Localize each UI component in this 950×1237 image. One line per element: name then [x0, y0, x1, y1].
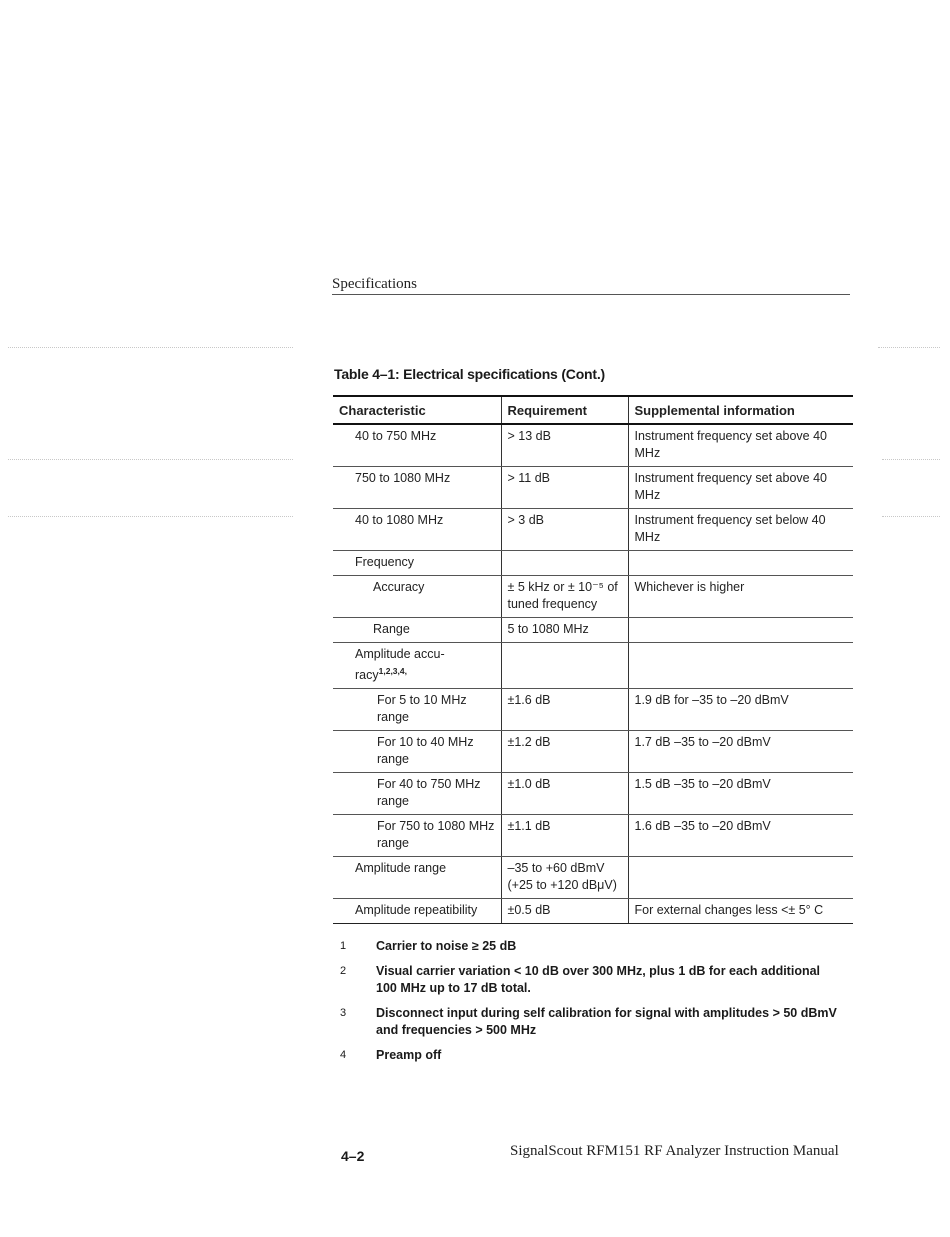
footnote-number: 1 [340, 940, 347, 952]
table-row [333, 643, 853, 689]
cell-characteristic [333, 899, 501, 924]
footnote-reference: 1,2,3,4, [378, 666, 407, 676]
table-row [333, 731, 853, 773]
footnote-number: 2 [340, 965, 347, 977]
cell-requirement: ± 5 kHz or ± 10⁻⁵ of tuned frequency [501, 576, 628, 618]
cell-supplemental [628, 857, 853, 899]
margin-guide [8, 459, 293, 460]
cell-characteristic [333, 643, 501, 689]
characteristic-text: Range [373, 622, 410, 636]
cell-requirement: ±1.2 dB [501, 731, 628, 773]
column-header-supplemental: Supplemental information [628, 396, 853, 424]
cell-requirement: > 3 dB [501, 509, 628, 551]
table-body [333, 424, 853, 924]
characteristic-text: 40 to 1080 MHz [355, 513, 444, 527]
cell-supplemental [628, 643, 853, 689]
table-row [333, 689, 853, 731]
characteristic-text: Amplitude range [355, 861, 447, 876]
footnote-text: Visual carrier variation < 10 dB over 300 MHz, plus 1 dB for each additional 100 MHz up to 17 dB total. [376, 964, 821, 995]
characteristic-text: For 5 to 10 MHz range [377, 693, 467, 725]
footnote-number: 4 [340, 1049, 347, 1061]
characteristic-text: For 40 to 750 MHz range [377, 777, 481, 809]
footnote [340, 1005, 840, 1039]
cell-supplemental: 1.7 dB –35 to –20 dBmV [628, 731, 853, 773]
cell-supplemental: Instrument frequency set above 40 MHz [628, 424, 853, 467]
table-row [333, 467, 853, 509]
cell-characteristic [333, 815, 501, 857]
margin-guide [8, 516, 293, 517]
margin-guide [878, 347, 940, 348]
cell-requirement: –35 to +60 dBmV (+25 to +120 dBμV) [501, 857, 628, 899]
footnote-text: Preamp off [376, 1048, 442, 1062]
cell-characteristic [333, 618, 501, 643]
cell-requirement [501, 551, 628, 576]
characteristic-text: 40 to 750 MHz [355, 429, 437, 443]
cell-requirement: 5 to 1080 MHz [501, 618, 628, 643]
cell-requirement: ±1.6 dB [501, 689, 628, 731]
cell-supplemental: 1.6 dB –35 to –20 dBmV [628, 815, 853, 857]
characteristic-text: Accuracy [373, 580, 425, 594]
column-header-characteristic: Characteristic [333, 396, 501, 424]
footnote [340, 963, 840, 997]
page-number: 4–2 [341, 1148, 365, 1164]
cell-supplemental [628, 551, 853, 576]
cell-characteristic [333, 689, 501, 731]
cell-supplemental: Instrument frequency set below 40 MHz [628, 509, 853, 551]
cell-supplemental: 1.9 dB for –35 to –20 dBmV [628, 689, 853, 731]
margin-guide [8, 347, 293, 348]
cell-supplemental: Instrument frequency set above 40 MHz [628, 467, 853, 509]
margin-guide [882, 459, 940, 460]
table-row [333, 899, 853, 924]
section-header: Specifications [332, 276, 417, 292]
table-caption: Table 4–1: Electrical specifications (Cont.) [334, 366, 606, 382]
cell-supplemental [628, 618, 853, 643]
cell-characteristic [333, 467, 501, 509]
table-row [333, 857, 853, 899]
table-row [333, 509, 853, 551]
table-row [333, 773, 853, 815]
table-row [333, 618, 853, 643]
column-header-requirement: Requirement [501, 396, 628, 424]
manual-title: SignalScout RFM151 RF Analyzer Instruction Manual [510, 1143, 839, 1159]
table-row [333, 815, 853, 857]
characteristic-text: For 10 to 40 MHz range [377, 735, 474, 767]
cell-requirement: ±1.0 dB [501, 773, 628, 815]
cell-characteristic [333, 509, 501, 551]
specifications-table [333, 395, 853, 924]
footnote [340, 938, 840, 955]
cell-characteristic [333, 857, 501, 899]
table-row [333, 424, 853, 467]
cell-requirement: ±1.1 dB [501, 815, 628, 857]
cell-supplemental: 1.5 dB –35 to –20 dBmV [628, 773, 853, 815]
cell-requirement: ±0.5 dB [501, 899, 628, 924]
footnote-text: Carrier to noise ≥ 25 dB [376, 939, 517, 953]
cell-characteristic [333, 731, 501, 773]
footnote [340, 1047, 840, 1064]
cell-requirement: > 13 dB [501, 424, 628, 467]
characteristic-text: 750 to 1080 MHz [355, 471, 451, 485]
characteristic-text: For 750 to 1080 MHz range [377, 819, 495, 851]
table-header-row [333, 396, 853, 424]
table-row [333, 576, 853, 618]
footnotes [340, 938, 840, 1072]
cell-supplemental: Whichever is higher [628, 576, 853, 618]
footnote-number: 3 [340, 1007, 347, 1019]
cell-characteristic [333, 576, 501, 618]
margin-guide [882, 516, 940, 517]
cell-requirement: > 11 dB [501, 467, 628, 509]
footnote-text: Disconnect input during self calibration for signal with amplitudes > 50 dBmV and frequencies > 500 MHz [376, 1006, 837, 1037]
section-rule [332, 294, 850, 295]
cell-requirement [501, 643, 628, 689]
table-row [333, 551, 853, 576]
cell-characteristic [333, 551, 501, 576]
cell-characteristic [333, 773, 501, 815]
characteristic-text: Amplitude accu-racy [355, 647, 445, 683]
characteristic-text: Amplitude repeatibility [355, 903, 478, 918]
characteristic-text: Frequency [355, 555, 415, 569]
cell-supplemental: For external changes less <± 5° C [628, 899, 853, 924]
cell-characteristic [333, 424, 501, 467]
